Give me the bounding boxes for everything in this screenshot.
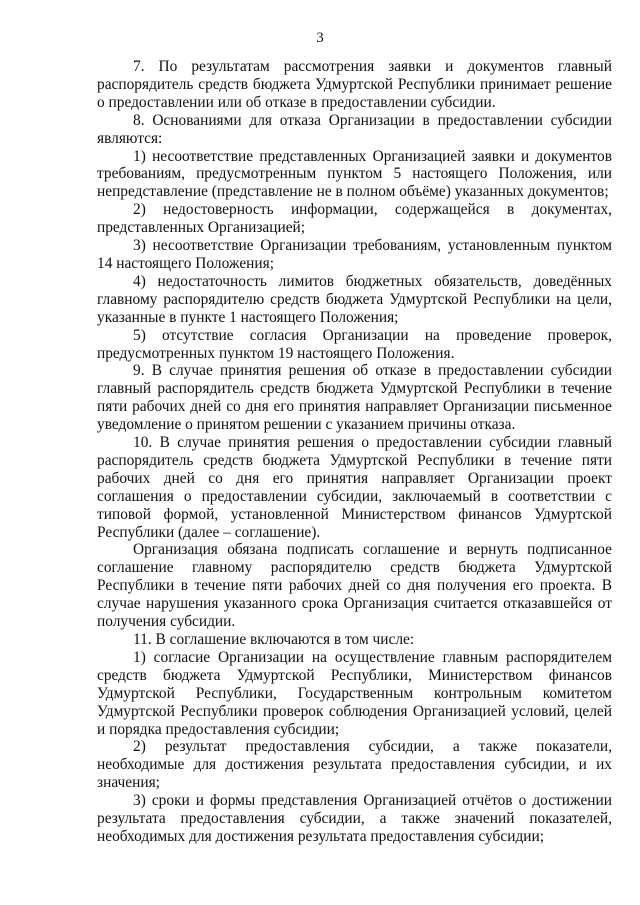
paragraph-11-item-3: 3) сроки и формы представления Организацией отчётов о достижении результата предоставления субсидии, а также значений показателей, необходимых для достижения результата предоставления субсидии; [97,792,612,845]
paragraph-7: 7. По результатам рассмотрения заявки и документов главный распорядитель средств бюджета Удмуртской Республики принимает решение о предоставлении или об отказе в предоставлении субсидии. [97,58,612,111]
paragraph-9: 9. В случае принятия решения об отказе в предоставлении субсидии главный распорядитель средств бюджета Удмуртской Республики в течение пяти рабочих дней со дня его принятия направляет Организации письменное уведомление о принятом решении с указанием причины отказа. [97,362,612,434]
paragraph-8-item-5: 5) отсутствие согласия Организации на проведение проверок, предусмотренных пунктом 19 настоящего Положения. [97,326,612,362]
paragraph-11-item-2: 2) результат предоставления субсидии, а также показатели, необходимые для достижения результата предоставления субсидии, и их значения; [97,738,612,792]
page-number: 3 [316,30,324,46]
paragraph-8: 8. Основаниями для отказа Организации в предоставлении субсидии являются: [97,111,612,147]
paragraph-11-item-1: 1) согласие Организации на осуществление главным распорядителем средств бюджета Удмуртской Республики, Министерством финансов Удмуртской Республики, Государственным контрольным комитетом Удмуртской Республики проверок соблюдения Организацией условий, целей и порядка предоставления субсидии; [97,648,612,738]
paragraph-8-item-3: 3) несоответствие Организации требованиям, установленным пунктом 14 настоящего Положения; [97,237,612,272]
paragraph-10: 10. В случае принятия решения о предоставлении субсидии главный распорядитель средств бюджета Удмуртской Республики в течение пяти рабочих дней со дня его принятия направляет Организации проект соглашения о предоставлении субсидии, заключаемый в соответствии с типовой формой, установленной Министерством финансов Удмуртской Республики (далее – соглашение). [97,434,612,541]
document-body [97,58,612,846]
paragraph-8-item-2: 2) недостоверность информации, содержащейся в документах, представленных Организацией; [97,201,612,237]
paragraph-11: 11. В соглашение включаются в том числе: [133,631,415,648]
paragraph-8-item-1: 1) несоответствие представленных Организацией заявки и документов требованиям, предусмотренным пунктом 5 настоящего Положения, или непредставление (представление не в полном объёме) указанных документов; [97,147,612,201]
paragraph-8-item-4: 4) недостаточность лимитов бюджетных обязательств, доведённых главному распорядителю средств бюджета Удмуртской Республики на цели, указанные в пункте 1 настоящего Положения; [97,272,612,326]
paragraph-10-continuation: Организация обязана подписать соглашение и вернуть подписанное соглашение главному распорядителю средств бюджета Удмуртской Республики в течение пяти рабочих дней со дня получения его проекта. В случае нарушения указанного срока Организация считается отказавшейся от получения субсидии. [97,541,612,631]
